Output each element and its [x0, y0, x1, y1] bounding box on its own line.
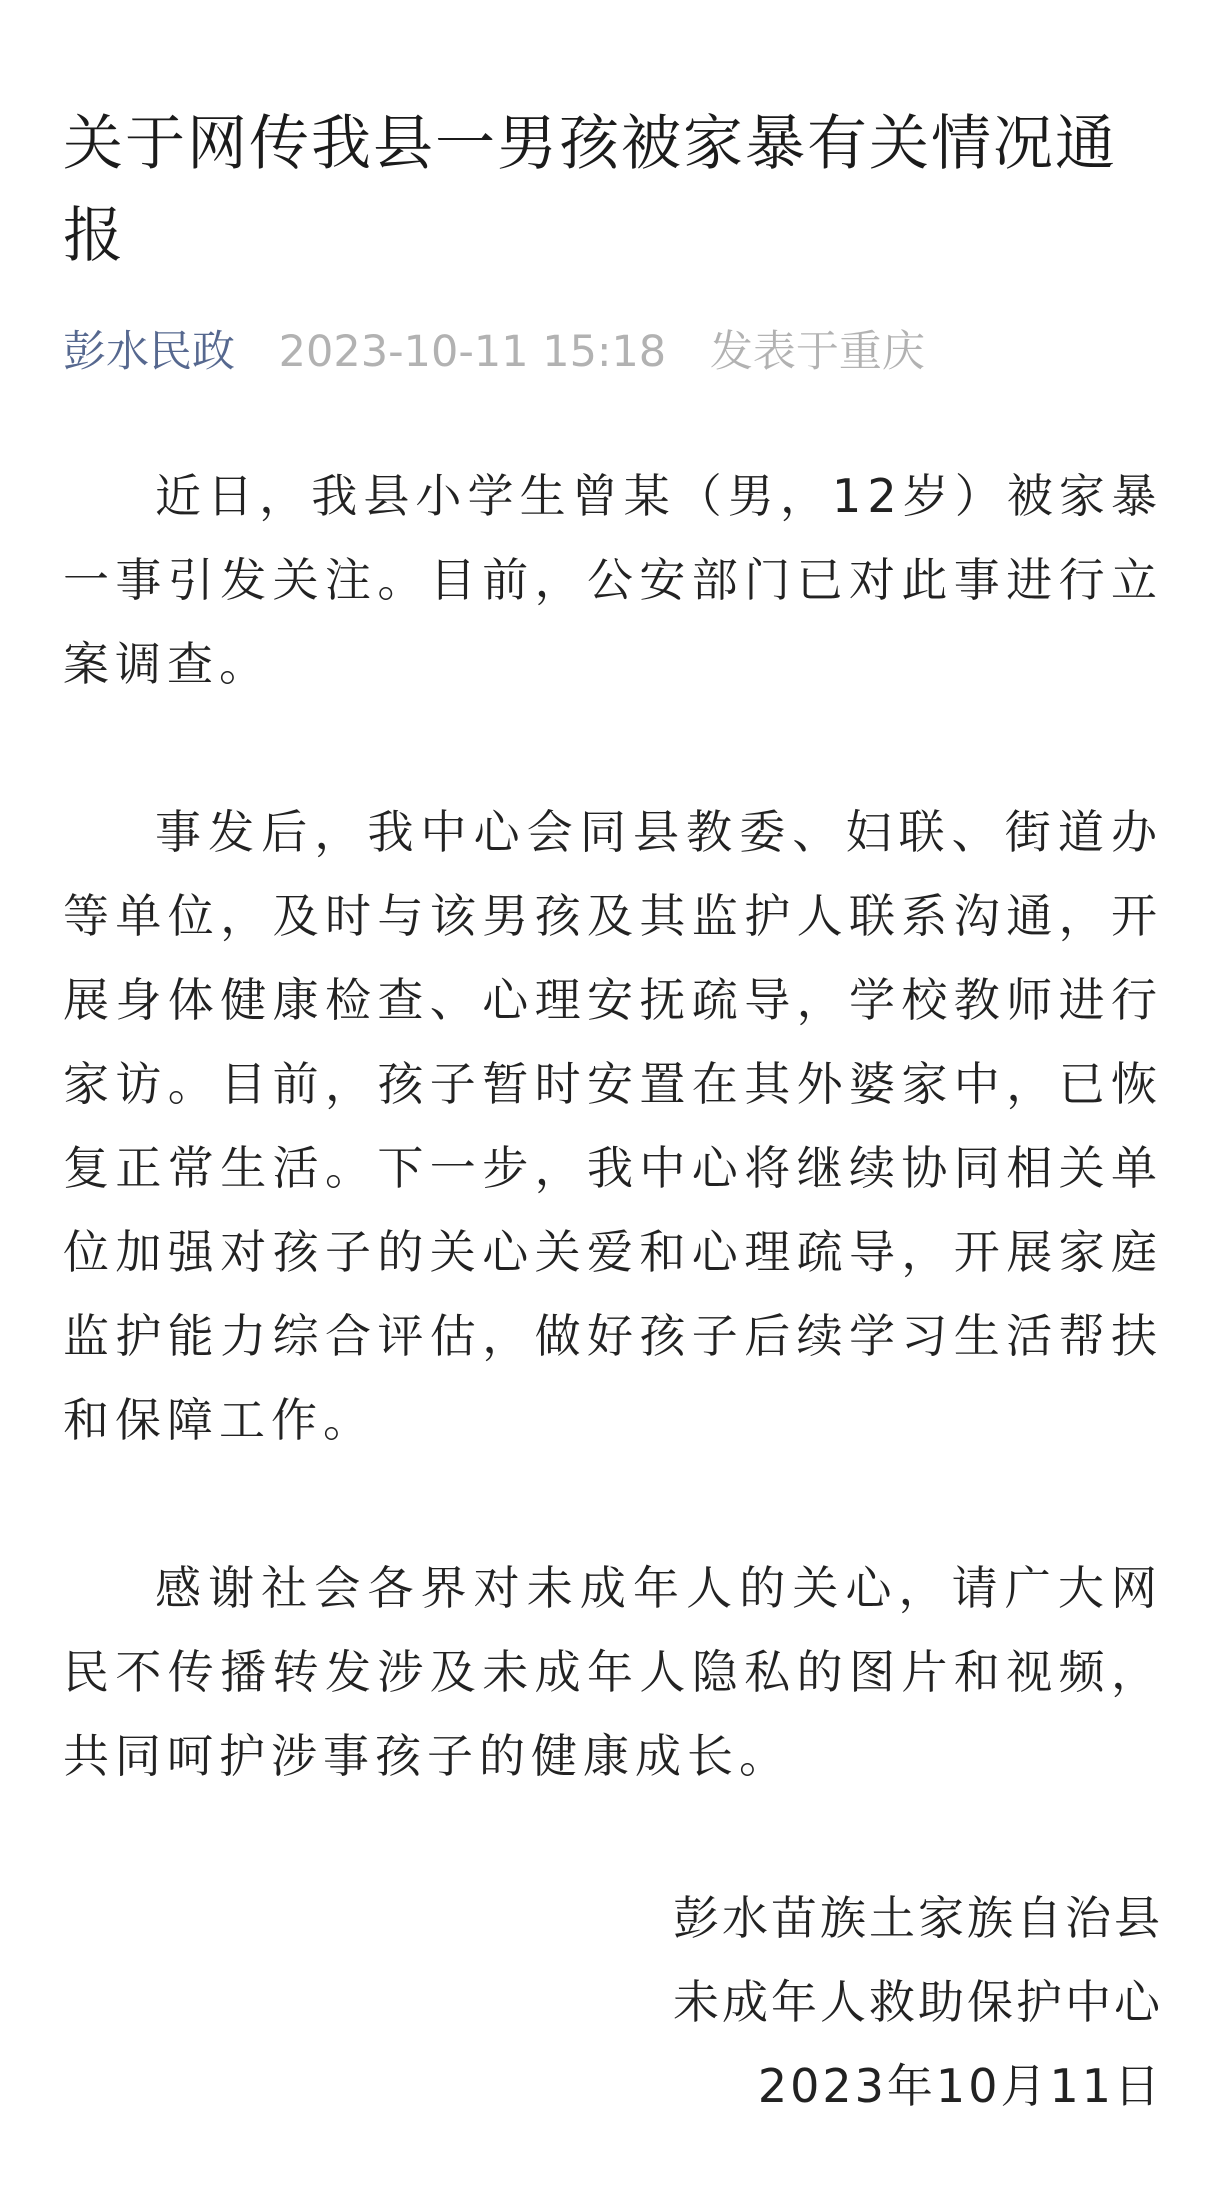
signature-block	[63, 1876, 1163, 2128]
article-title: 关于网传我县一男孩被家暴有关情况通报	[63, 109, 1117, 271]
paragraph-1: 近日，我县小学生曾某（男，12岁）被家暴一事引发关注。目前，公安部门已对此事进行立案调查。	[63, 469, 1163, 691]
signature-org-line2: 未成年人救助保护中心	[673, 1975, 1163, 2029]
publish-time: 2023-10-11 15:18	[278, 327, 667, 377]
article-meta	[63, 322, 1163, 382]
publish-location: 发表于重庆	[709, 327, 925, 377]
article-body	[63, 454, 1163, 1798]
signature-date: 2023年10月11日	[757, 2059, 1163, 2113]
signature-org-line1: 彭水苗族土家族自治县	[673, 1891, 1163, 1945]
account-name-link[interactable]: 彭水民政	[63, 327, 235, 377]
paragraph-3: 感谢社会各界对未成年人的关心，请广大网民不传播转发涉及未成年人隐私的图片和视频，共同呵护涉事孩子的健康成长。	[63, 1561, 1163, 1783]
article	[63, 0, 1163, 2128]
paragraph-2: 事发后，我中心会同县教委、妇联、街道办等单位，及时与该男孩及其监护人联系沟通，开展身体健康检查、心理安抚疏导，学校教师进行家访。目前，孩子暂时安置在其外婆家中，已恢复正常生活。下一步，我中心将继续协同相关单位加强对孩子的关心关爱和心理疏导，开展家庭监护能力综合评估，做好孩子后续学习生活帮扶和保障工作。	[63, 805, 1163, 1447]
